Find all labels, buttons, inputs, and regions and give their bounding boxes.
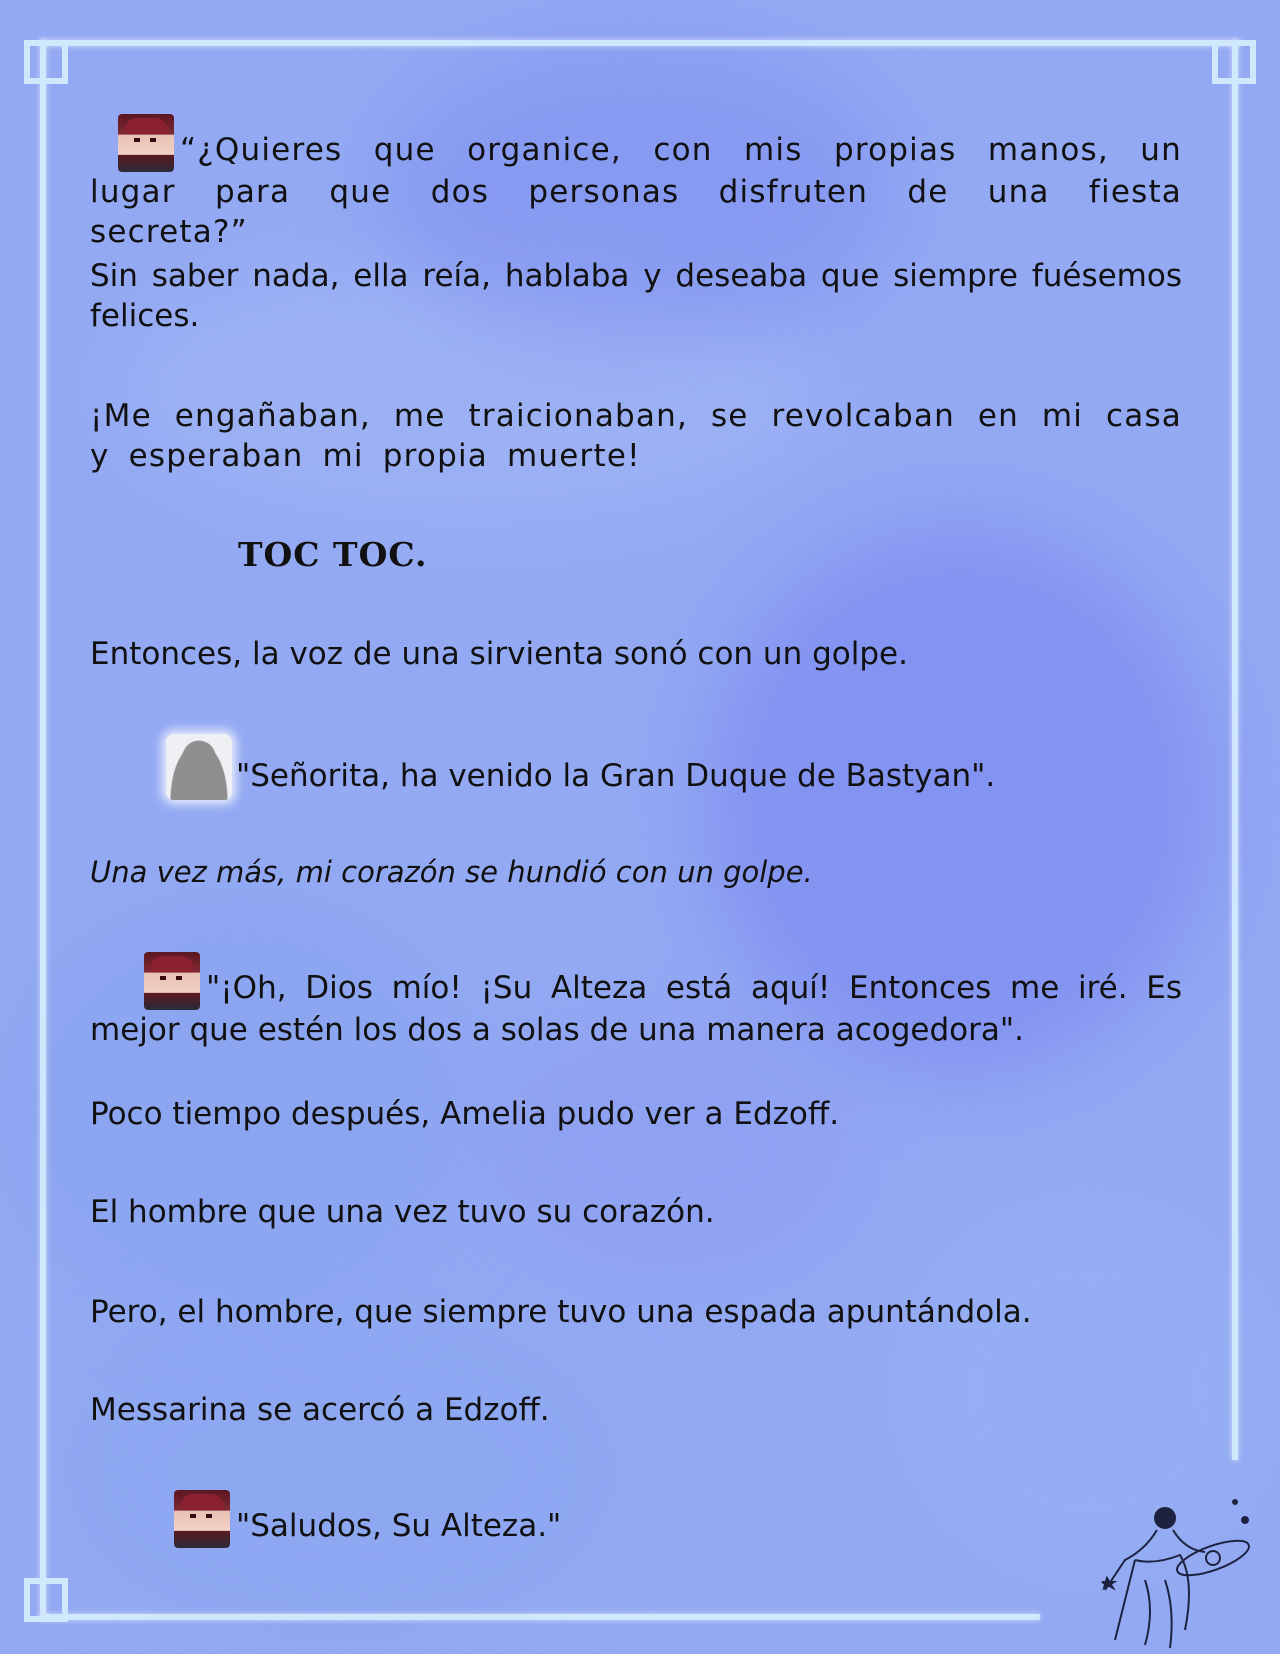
dialogue-paragraph-7: "¡Oh, Dios mío! ¡Su Alteza está aquí! Entonces me iré. Es mejor que estén los dos a solas de una manera acogedora".	[90, 952, 1182, 1050]
anonymous-person-avatar-icon	[166, 734, 232, 800]
dialogue-paragraph-5: "Señorita, ha venido la Gran Duque de Bastyan".	[166, 734, 1166, 800]
narration-paragraph-8: Poco tiempo después, Amelia pudo ver a Edzoff.	[90, 1096, 840, 1132]
dialogue-paragraph-12: "Saludos, Su Alteza."	[174, 1490, 1074, 1548]
narration-paragraph-10: Pero, el hombre, que siempre tuvo una espada apuntándola.	[90, 1294, 1032, 1330]
narration-paragraph-9: El hombre que una vez tuvo su corazón.	[90, 1194, 715, 1230]
dialogue-paragraph-1: “¿Quieres que organice, con mis propias manos, un lugar para que dos personas disfruten de una fiesta secreta?”	[90, 114, 1182, 252]
narration-paragraph-4: Entonces, la voz de una sirvienta sonó con un golpe.	[90, 636, 908, 672]
red-haired-woman-avatar-icon	[144, 952, 200, 1010]
sound-effect-text: TOC TOC.	[238, 535, 428, 574]
italic-thought-paragraph-6: Una vez más, mi corazón se hundió con un golpe.	[90, 855, 813, 889]
narration-paragraph-11: Messarina se acercó a Edzoff.	[90, 1392, 550, 1428]
narration-paragraph-3: ¡Me engañaban, me traicionaban, se revolcaban en mi casa y esperaban mi propia muerte!	[90, 398, 1182, 474]
girl-with-planets-sketch-icon	[1085, 1490, 1265, 1650]
narration-paragraph-2: Sin saber nada, ella reía, hablaba y deseaba que siempre fuésemos felices.	[90, 258, 1182, 334]
red-haired-woman-avatar-icon	[118, 114, 174, 172]
red-haired-woman-avatar-icon	[174, 1490, 230, 1548]
